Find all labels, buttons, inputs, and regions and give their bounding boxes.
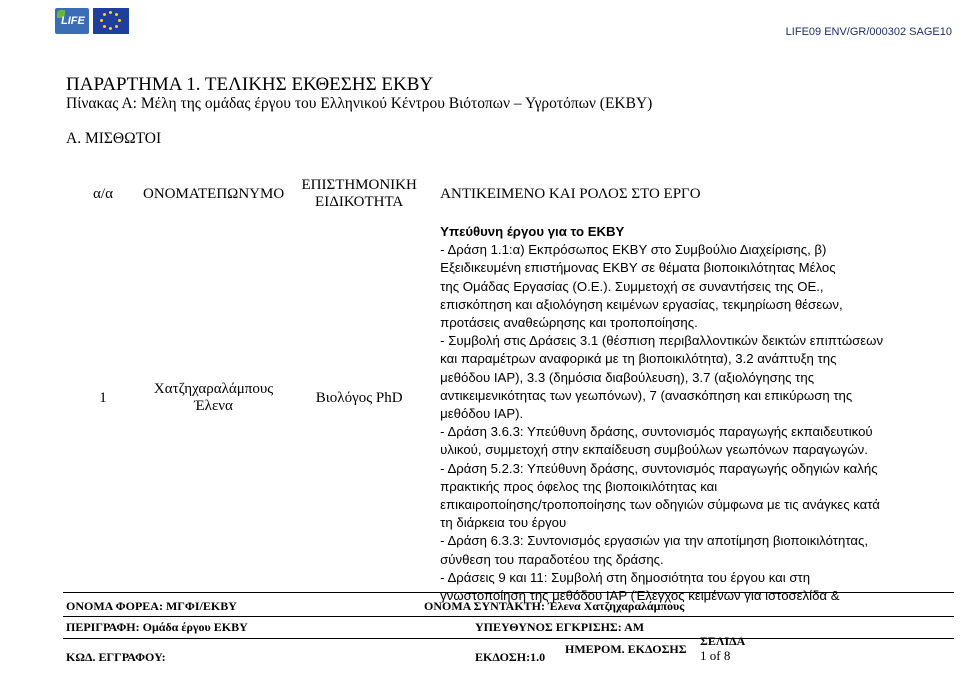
footer-page-value: 1 of 8: [700, 648, 731, 663]
project-reference: LIFE09 ENV/GR/000302 SAGE10: [785, 26, 952, 38]
role-line: - Συμβολή στις Δράσεις 3.1 (θέσπιση περιβαλλοντικών δεικτών επιπτώσεων: [440, 333, 884, 349]
eu-flag-icon: [93, 8, 129, 34]
life-logo-text: LIFE: [61, 15, 85, 27]
section-heading: Α. ΜΙΣΘΩΤΟΙ: [66, 130, 162, 147]
role-line: μεθόδου ΙΑΡ), 3.3 (δημόσια διαβούλευση), 3.7 (αξιολόγησης της: [440, 369, 815, 385]
footer-divider: [63, 592, 954, 593]
team-table: [63, 165, 902, 604]
role-line: τη διάρκεια του έργου: [440, 515, 567, 531]
footer-divider: [63, 638, 954, 639]
role-line: πρακτικής προς όφελος της βιοποικιλότητας και: [440, 478, 718, 494]
footer-date-label: ΗΜΕΡΟΜ. ΕΚΔΟΣΗΣ: [565, 642, 687, 656]
role-line: - Δράσεις 9 και 11: Συμβολή στη δημοσιότητα του έργου και στη: [440, 569, 811, 585]
table-header-row: [63, 165, 902, 223]
document-title: ΠΑΡΑΡΤΗΜΑ 1. ΤΕΛΙΚΗΣ ΕΚΘΕΣΗΣ ΕΚΒΥ: [66, 74, 434, 95]
col-header-number: α/α: [93, 185, 113, 202]
role-line: - Δράση 6.3.3: Συντονισμός εργασιών για την αποτίμηση βιοποικιλότητας,: [440, 533, 868, 549]
footer-approver: ΥΠΕΥΘΥΝΟΣ ΕΓΚΡΙΣΗΣ: ΑΜ: [475, 620, 645, 634]
row-number: 1: [99, 389, 107, 406]
footer-version: ΕΚΔΟΣΗ:1.0: [475, 650, 546, 664]
role-line: Εξειδικευμένη επιστήμονας ΕΚΒΥ σε θέματα βιοποικιλότητας Μέλος: [440, 260, 836, 276]
footer-description: ΠΕΡΙΓΡΑΦΗ: Ομάδα έργου ΕΚΒΥ: [66, 620, 248, 634]
member-role: [434, 223, 902, 604]
role-line: - Δράση 1.1:α) Εκπρόσωπος ΕΚΒΥ στο Συμβούλιο Διαχείρισης, β): [440, 242, 827, 258]
life-logo: [55, 8, 89, 34]
role-line: επικαιροποίησης/τροποποίησης των οδηγιών σύμφωνα με τις ανάγκες κατά: [440, 497, 880, 513]
footer-author: ΟΝΟΜΑ ΣΥΝΤΑΚΤΗ: Έλενα Χατζηχαραλάμπους: [424, 599, 685, 613]
role-line: αντικειμενικότητας των γεωπόνων), 7 (ανασκόπηση και επικύρωση της: [440, 387, 853, 403]
col-header-name: ΟΝΟΜΑΤΕΠΩΝΥΜΟ: [143, 185, 285, 202]
role-line: προτάσεις αναθεώρησης και τροποποίησης.: [440, 315, 698, 331]
member-name: Χατζηχαραλάμπους Έλενα: [153, 381, 274, 414]
footer-page-label: ΣΕΛΙΔΑ: [700, 634, 746, 648]
member-specialty: Βιολόγος PhD: [315, 389, 403, 406]
role-line: επισκόπηση και αξιολόγηση κειμένων εργασίας, τεκμηρίωση θέσεων,: [440, 296, 843, 312]
role-description: [440, 223, 902, 604]
document-subtitle: Πίνακας Α: Μέλη της ομάδας έργου του Ελληνικού Κέντρου Βιότοπων – Υγροτόπων (ΕΚΒΥ): [66, 95, 653, 112]
role-line: της Ομάδας Εργασίας (Ο.Ε.). Συμμετοχή σε συναντήσεις της ΟΕ.,: [440, 278, 824, 294]
role-line: και παραμέτρων αναφορικά με τη βιοποικιλότητα), 3.2 ανάπτυξη της: [440, 351, 837, 367]
role-line: - Δράση 3.6.3: Υπεύθυνη δράσης, συντονισμός παραγωγής εκπαιδευτικού: [440, 424, 873, 440]
role-line: γνωστοποίηση της μεθόδου ΙΑΡ (Έλεγχος κειμένων για ιστοσελίδα &: [440, 588, 840, 604]
col-header-specialty: ΕΠΙΣΤΗΜΟΝΙΚΗ ΕΙΔΙΚΟΤΗΤΑ: [301, 177, 417, 210]
footer-org: ΟΝΟΜΑ ΦΟΡΕΑ: ΜΓΦΙ/ΕΚΒΥ: [66, 599, 237, 613]
table-row: [63, 223, 902, 573]
role-title: Υπεύθυνη έργου για το ΕΚΒΥ: [440, 224, 625, 239]
footer-divider: [63, 616, 954, 617]
footer-code-label: ΚΩΔ. ΕΓΓΡΑΦΟΥ:: [66, 650, 166, 664]
col-header-role: ΑΝΤΙΚΕΙΜΕΝΟ ΚΑΙ ΡΟΛΟΣ ΣΤΟ ΕΡΓΟ: [440, 185, 701, 202]
role-line: - Δράση 5.2.3: Υπεύθυνη δράσης, συντονισμός παραγωγής οδηγιών καλής: [440, 460, 878, 476]
role-line: σύνθεση του παραδοτέου της δράσης.: [440, 551, 664, 567]
role-line: μεθόδου ΙΑΡ).: [440, 406, 524, 422]
role-line: υλικού, συμμετοχή στην εκπαίδευση συμβούλων γεωπόνων παραγωγών.: [440, 442, 868, 458]
